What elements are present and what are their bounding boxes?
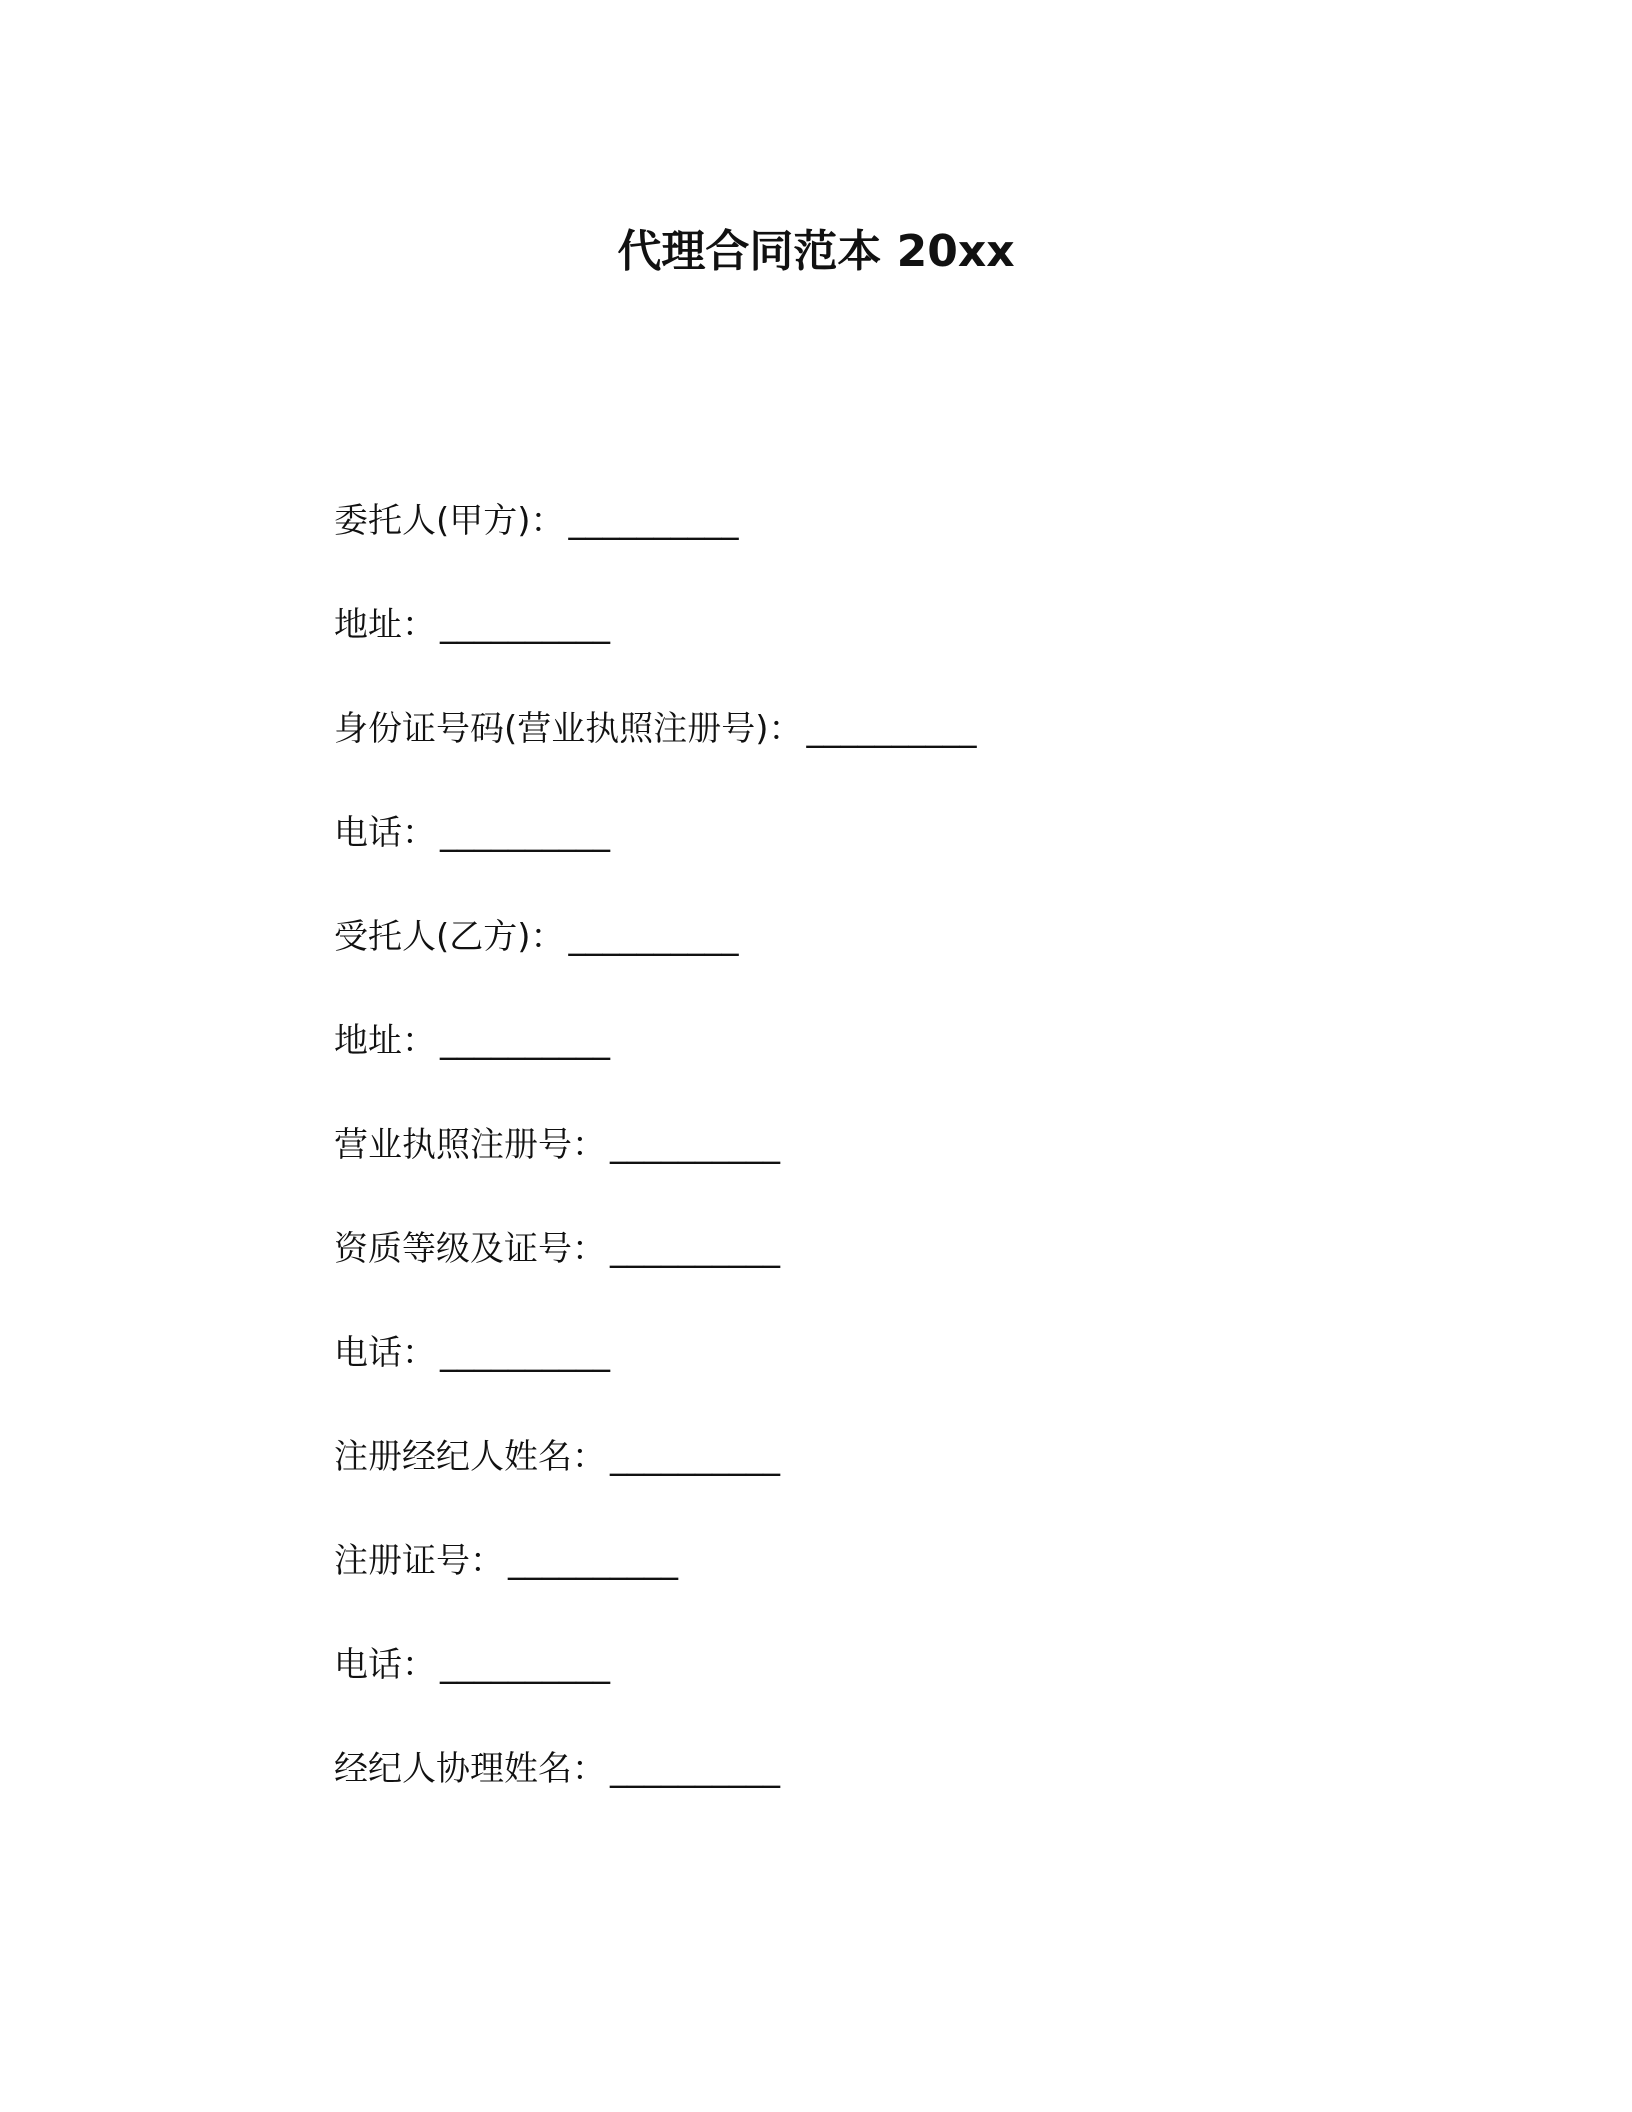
fill-in-blank: __________ xyxy=(440,813,610,853)
field-label: 电话： xyxy=(334,813,436,853)
field-label: 经纪人协理姓名： xyxy=(334,1749,606,1789)
fill-in-blank: __________ xyxy=(610,1437,780,1477)
fill-in-blank: __________ xyxy=(440,1333,610,1373)
fill-in-blank: __________ xyxy=(508,1541,678,1581)
contract-party-fields xyxy=(334,492,1434,1844)
field-label: 注册经纪人姓名： xyxy=(334,1437,606,1477)
field-label: 委托人(甲方)： xyxy=(334,501,565,541)
field-label: 受托人(乙方)： xyxy=(334,917,565,957)
fill-in-blank: __________ xyxy=(440,605,610,645)
fill-in-blank: __________ xyxy=(806,709,977,749)
field-agent-name xyxy=(334,908,1434,1012)
field-principal-id-number xyxy=(334,700,1434,804)
field-agent-phone xyxy=(334,1324,1434,1428)
document-title: 代理合同范本 20xx xyxy=(617,226,1015,277)
field-broker-registration-number xyxy=(334,1532,1434,1636)
field-label: 电话： xyxy=(334,1645,436,1685)
field-label: 营业执照注册号： xyxy=(334,1125,606,1165)
field-principal-address xyxy=(334,596,1434,700)
field-label: 电话： xyxy=(334,1333,436,1373)
fill-in-blank: __________ xyxy=(440,1021,610,1061)
field-principal-name xyxy=(334,492,1434,596)
field-label: 资质等级及证号： xyxy=(334,1229,606,1269)
field-agent-address xyxy=(334,1012,1434,1116)
fill-in-blank: __________ xyxy=(568,917,739,957)
field-label: 身份证号码(营业执照注册号)： xyxy=(334,709,803,749)
field-agent-license-number xyxy=(334,1116,1434,1220)
field-label: 注册证号： xyxy=(334,1541,504,1581)
fill-in-blank: __________ xyxy=(610,1749,780,1789)
field-label: 地址： xyxy=(334,605,436,645)
field-broker-name xyxy=(334,1428,1434,1532)
fill-in-blank: __________ xyxy=(610,1125,780,1165)
field-principal-phone xyxy=(334,804,1434,908)
fill-in-blank: __________ xyxy=(440,1645,610,1685)
field-agent-qualification xyxy=(334,1220,1434,1324)
field-assistant-broker-name xyxy=(334,1740,1434,1844)
field-broker-phone xyxy=(334,1636,1434,1740)
field-label: 地址： xyxy=(334,1021,436,1061)
fill-in-blank: __________ xyxy=(610,1229,780,1269)
fill-in-blank: __________ xyxy=(568,501,739,541)
